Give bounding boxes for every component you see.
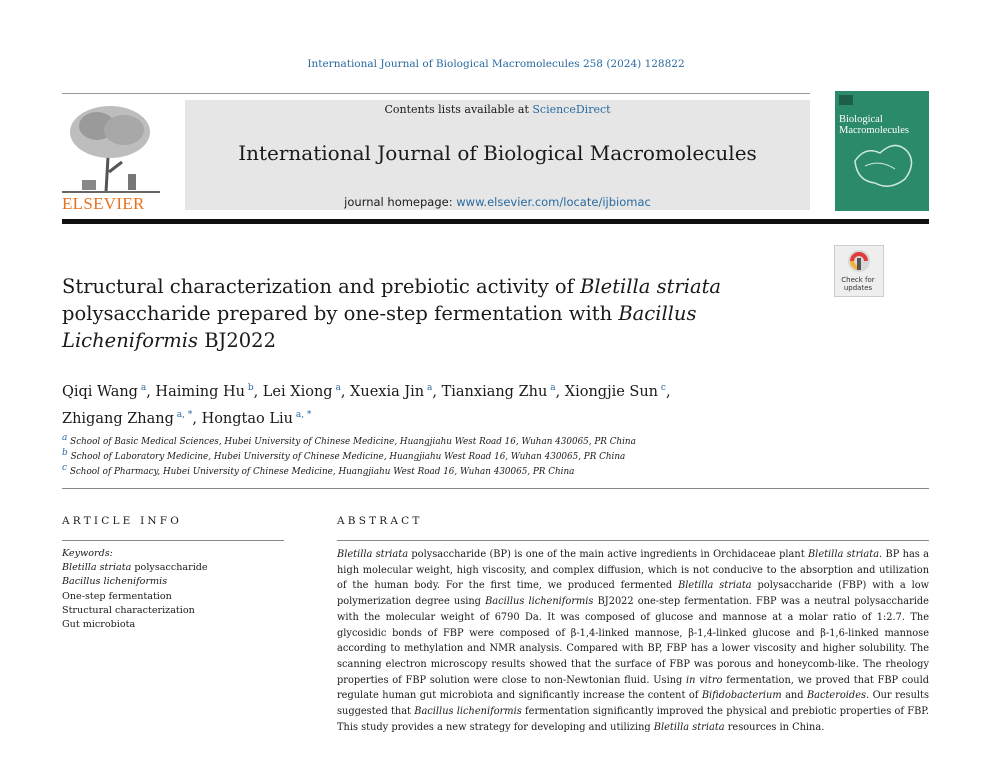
author-name[interactable]: Tianxiang Zhu bbox=[441, 383, 548, 400]
keyword-item bbox=[62, 604, 302, 618]
keyword-item bbox=[62, 575, 302, 589]
keyword-item bbox=[62, 618, 302, 632]
keyword-segment: Bacillus licheniformis bbox=[62, 576, 168, 588]
author-affiliation-marker[interactable]: c bbox=[658, 383, 666, 393]
abstract-segment: fermentation, we proved that FBP could regulate human gut microbiota and significantly increase the content of bbox=[337, 674, 929, 702]
keyword-segment: Structural characterization bbox=[62, 604, 195, 616]
abstract-segment: Bletilla striata bbox=[678, 580, 752, 592]
cover-title: Biological Macromolecules bbox=[839, 114, 909, 136]
author-affiliation-marker[interactable]: b bbox=[244, 383, 254, 393]
author-name[interactable]: Xuexia Jin bbox=[350, 383, 425, 400]
author-name[interactable]: Lei Xiong bbox=[262, 383, 333, 400]
affiliation-marker: b bbox=[62, 448, 68, 458]
author-affiliation-marker[interactable]: a bbox=[332, 383, 341, 393]
title-segment: Bletilla striata bbox=[580, 275, 722, 298]
article-info-rule bbox=[62, 540, 284, 541]
abstract-text bbox=[337, 547, 929, 735]
header-thick-rule bbox=[62, 219, 929, 224]
elsevier-wordmark: ELSEVIER bbox=[62, 194, 145, 213]
author-affiliation-marker[interactable]: a bbox=[547, 383, 556, 393]
abstract-segment: Bletilla striata bbox=[653, 721, 725, 733]
keyword-segment: Gut microbiota bbox=[62, 619, 136, 631]
journal-cover-image[interactable] bbox=[835, 91, 929, 211]
keyword-segment: polysaccharide bbox=[131, 562, 208, 574]
title-segment: Structural characterization and prebiotic activity of bbox=[62, 275, 581, 298]
affiliation-marker: a bbox=[62, 433, 68, 443]
homepage-prefix: journal homepage: bbox=[344, 195, 457, 209]
keyword-item bbox=[62, 561, 302, 575]
header-top-rule bbox=[62, 93, 810, 94]
abstract-segment: and bbox=[781, 690, 807, 702]
affiliation-a bbox=[62, 433, 822, 447]
title-segment: BJ2022 bbox=[198, 329, 276, 352]
affiliation-b bbox=[62, 448, 822, 462]
abstract-segment: polysaccharide (FBP) with a low polymerization degree using bbox=[337, 580, 929, 608]
keyword-items bbox=[62, 561, 302, 632]
author-name[interactable]: Hongtao Liu bbox=[201, 410, 293, 427]
keyword-segment: Bletilla striata bbox=[62, 562, 132, 574]
abstract-segment: Bacillus licheniformis bbox=[485, 596, 594, 608]
abstract-segment: Bacillus licheniformis bbox=[414, 706, 522, 718]
affiliation-marker: c bbox=[62, 463, 68, 473]
contents-line bbox=[185, 103, 810, 116]
abstract-segment: in vitro bbox=[686, 674, 723, 686]
crossmark-icon bbox=[835, 246, 883, 276]
author-affiliation-marker[interactable]: a bbox=[137, 383, 147, 393]
homepage-line bbox=[185, 195, 810, 209]
abstract-segment: Bacteroides bbox=[806, 690, 867, 702]
check-for-updates-label: Check for updates bbox=[841, 276, 875, 292]
article-info-heading: ARTICLE INFO bbox=[62, 515, 183, 527]
keyword-segment: One-step fermentation bbox=[62, 590, 172, 602]
keywords-label: Keywords: bbox=[62, 548, 113, 559]
affiliation-text: School of Laboratory Medicine, Hubei University of Chinese Medicine, Huangjiahu West Road 16, Wuhan 430065, PR China bbox=[70, 451, 626, 462]
journal-homepage-link[interactable]: www.elsevier.com/locate/ijbiomac bbox=[456, 195, 651, 209]
journal-name: International Journal of Biological Macromolecules bbox=[238, 141, 757, 165]
abstract-segment: . BP has a high molecular weight, high viscosity, and complex diffusion, which is not conducive to the absorption and utilization of the human body. For the first time, we produced fermented bbox=[337, 549, 929, 592]
title-segment: polysaccharide prepared by one-step fermentation with bbox=[62, 302, 619, 325]
author-name[interactable]: Zhigang Zhang bbox=[62, 410, 174, 427]
article-title bbox=[62, 273, 782, 354]
affiliation-text: School of Basic Medical Sciences, Hubei University of Chinese Medicine, Huangjiahu West Road 16, Wuhan 430065, PR China bbox=[70, 436, 636, 447]
author-list: Qiqi Wang $^a$, Haiming Hu $^b$, Lei Xiong $^a$, Xuexia Jin $^a$, Tianxiang Zhu $^a$, Xiongjie Sun $^c$, Zhigang Zhang $^{a, *}$, Hongtao Liu $^{a, *}$ bbox=[62, 383, 671, 427]
author-name[interactable]: Haiming Hu bbox=[155, 383, 245, 400]
author-affiliation-marker[interactable]: a, * bbox=[173, 409, 193, 420]
affiliation-text: School of Pharmacy, Hubei University of Chinese Medicine, Huangjiahu West Road 16, Wuhan 430065, PR China bbox=[69, 466, 575, 477]
author-name[interactable]: Xiongjie Sun bbox=[564, 383, 659, 400]
abstract-segment: Bletilla striata bbox=[807, 549, 880, 560]
author-affiliation-marker[interactable]: a bbox=[424, 383, 433, 393]
affiliation-c bbox=[62, 463, 822, 477]
journal-reference[interactable]: International Journal of Biological Macromolecules 258 (2024) 128822 bbox=[307, 58, 685, 70]
sciencedirect-link[interactable]: ScienceDirect bbox=[532, 103, 611, 116]
title-segment: Bacillus Licheniformis bbox=[62, 302, 697, 352]
abstract-segment: Bifidobacterium bbox=[701, 690, 782, 702]
abstract-heading: ABSTRACT bbox=[337, 515, 423, 527]
section-rule bbox=[62, 488, 929, 489]
abstract-segment: Bletilla striata bbox=[337, 549, 409, 560]
keyword-item bbox=[62, 590, 302, 604]
abstract-rule bbox=[337, 540, 929, 541]
author-name[interactable]: Qiqi Wang bbox=[62, 383, 138, 400]
abstract-segment: polysaccharide (BP) is one of the main active ingredients in Orchidaceae plant bbox=[408, 549, 808, 560]
keywords-list bbox=[62, 547, 302, 632]
abstract-segment: fermentation significantly improved the physical and prebiotic properties of FBP. This study provides a new strategy for developing and utilizing bbox=[337, 706, 930, 733]
abstract-segment: . Our results suggested that bbox=[337, 690, 929, 718]
abstract-segment: BJ2022 one-step fermentation. FBP was a neutral polysaccharide with the molecular weight of 6790 Da. It was composed of glucose and mannose at a molar ratio of 1:2.7. The glycosidic bonds of FBP were composed of β-1,4-linked mannose, β-1,4-linked glucose and β-1,6-linked mannose according to methylation and NMR analysis. Compared with BP, FBP has a lower viscosity and higher solubility. The scanning electron microscopy results showed that the surface of FBP was porous and honeycomb-like. The rheology properties of FBP solution were close to non-Newtonian fluid. Using bbox=[337, 596, 929, 686]
abstract-segment: resources in China. bbox=[724, 721, 825, 733]
contents-prefix: Contents lists available at bbox=[384, 103, 533, 116]
author-affiliation-marker[interactable]: a, * bbox=[292, 409, 312, 420]
